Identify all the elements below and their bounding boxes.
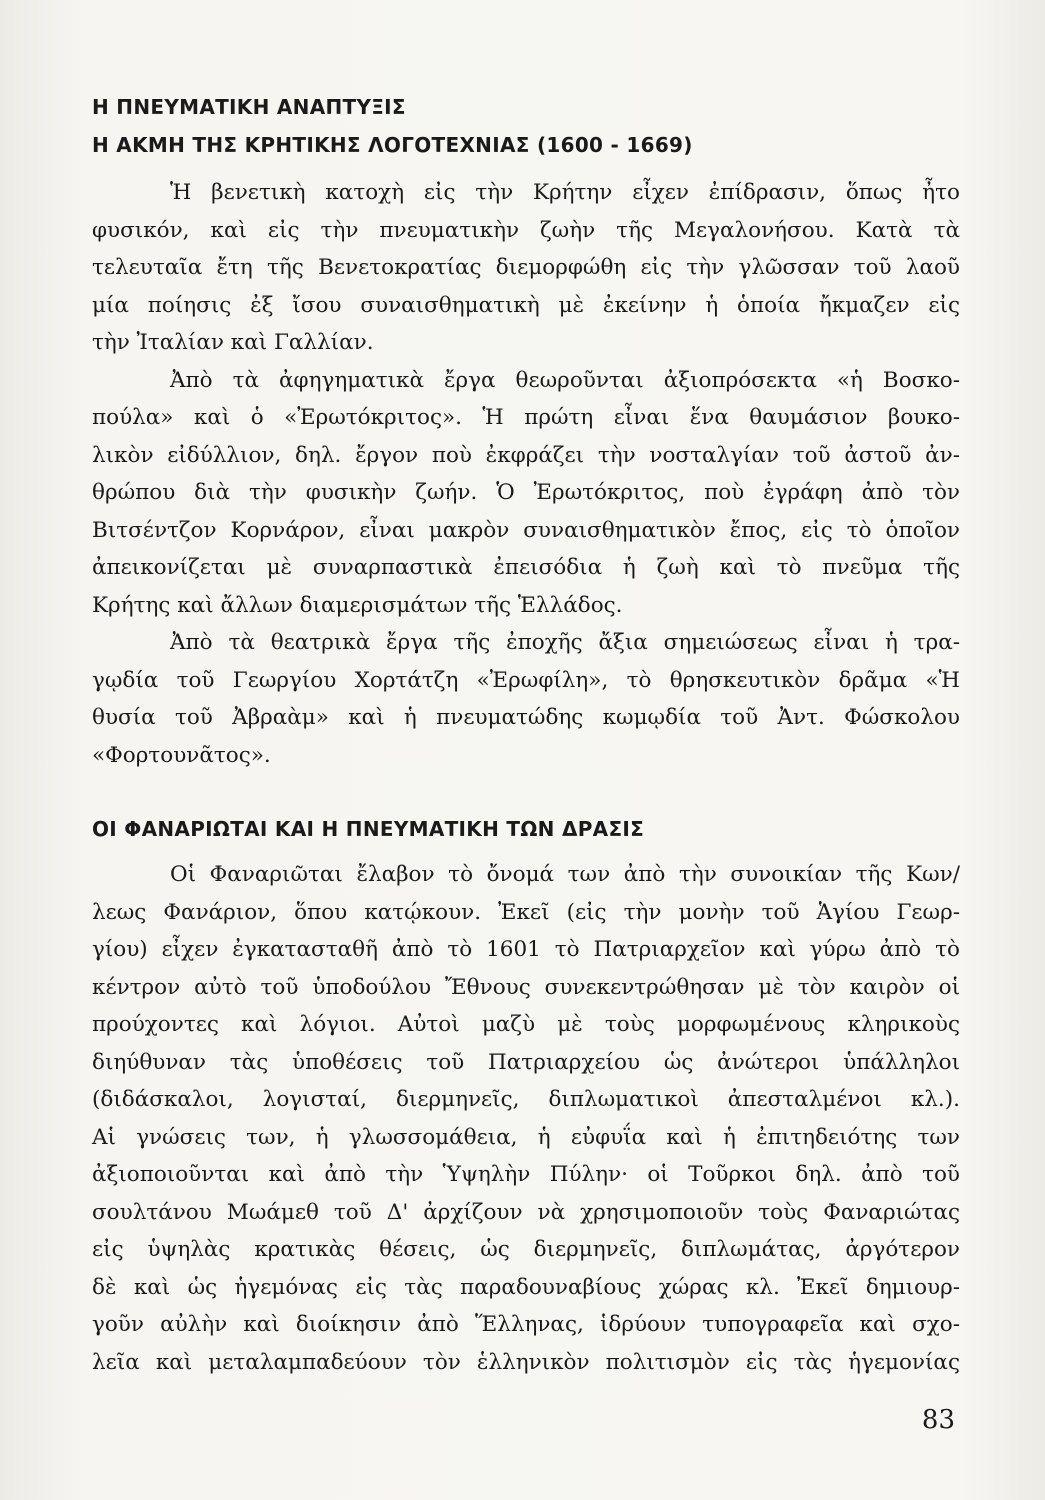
page-number: 83 [921, 1405, 955, 1435]
section-heading-cretan-literature: Η ΑΚΜΗ ΤΗΣ ΚΡΗΤΙΚΗΣ ΛΟΓΟΤΕΧΝΙΑΣ (1600 - 1669) [92, 133, 693, 157]
text-line: Οἱ Φαναριῶται ἔλαβον τὸ ὄνομά των ἀπὸ τὴν συνοικίαν τῆς Κων/ [170, 862, 960, 887]
section-spacer [92, 774, 960, 814]
text-line: ἀπεικονίζεται μὲ συναρπαστικὰ ἐπεισόδια ἡ ζωὴ καὶ τὸ πνεῦμα τῆς [92, 555, 960, 580]
paragraph-narrative-works [92, 362, 960, 625]
text-line: δὲ καὶ ὡς ἡγεμόνας εἰς τὰς παραδουναβίους χώρας κλ. Ἐκεῖ δημιουρ- [92, 1274, 960, 1300]
text-line: Κρήτης καὶ ἄλλων διαμερισμάτων τῆς Ἑλλάδος. [92, 592, 623, 618]
text-line: θρώπου διὰ τὴν φυσικὴν ζωήν. Ὁ Ἐρωτόκριτος, ποὺ ἐγράφη ἀπὸ τὸν [92, 480, 960, 505]
text-line: διηύθυναν τὰς ὑποθέσεις τοῦ Πατριαρχείου ὡς ἀνώτεροι ὑπάλληλοι [92, 1049, 960, 1075]
text-line: λεως Φανάριον, ὅπου κατῴκουν. Ἐκεῖ (εἰς τὴν μονὴν τοῦ Ἁγίου Γεωρ- [92, 899, 960, 925]
text-line: ἀξιοποιοῦνται καὶ ἀπὸ τὴν Ὑψηλὴν Πύλην· οἱ Τοῦρκοι δηλ. ἀπὸ τοῦ [92, 1162, 960, 1187]
text-line: προύχοντες καὶ λόγιοι. Αὐτοὶ μαζὺ μὲ τοὺς μορφωμένους κληρικοὺς [92, 1012, 960, 1037]
text-line: (διδάσκαλοι, λογισταί, διερμηνεῖς, διπλωματικοὶ ἀπεσταλμένοι κλ.). [92, 1087, 960, 1112]
text-line: θυσία τοῦ Ἀβραὰμ» καὶ ἡ πνευματώδης κωμῳδία τοῦ Ἀντ. Φώσκολου [92, 705, 960, 730]
paragraph-phanariotes [92, 856, 960, 1381]
text-line: μία ποίησις ἐξ ἴσου συναισθηματικὴ μὲ ἐκείνην ἡ ὁποία ἤκμαζεν εἰς [92, 292, 960, 318]
text-line: λεῖα καὶ μεταλαμπαδεύουν τὸν ἑλληνικὸν πολιτισμὸν εἰς τὰς ἡγεμονίας [92, 1349, 960, 1375]
text-line: κέντρον αὐτὸ τοῦ ὑποδούλου Ἔθνους συνεκεντρώθησαν μὲ τὸν καιρὸν οἱ [92, 974, 960, 1000]
text-line: γίου) εἶχεν ἐγκατασταθῆ ἀπὸ τὸ 1601 τὸ Πατριαρχεῖον καὶ γύρω ἀπὸ τὸ [92, 937, 960, 962]
text-line: σουλτάνου Μωάμεθ τοῦ Δ' ἀρχίζουν νὰ χρησιμοποιοῦν τοὺς Φαναριώτας [92, 1199, 960, 1225]
section-heading-spiritual-development: Η ΠΝΕΥΜΑΤΙΚΗ ΑΝΑΠΤΥΞΙΣ [92, 95, 406, 119]
text-line: Αἱ γνώσεις των, ἡ γλωσσομάθεια, ἡ εὐφυΐα καὶ ἡ ἐπιτηδειότης των [92, 1124, 960, 1150]
text-line: εἰς ὑψηλὰς κρατικὰς θέσεις, ὡς διερμηνεῖς, διπλωμάτας, ἀργότερον [92, 1237, 960, 1262]
text-line: τὴν Ἰταλίαν καὶ Γαλλίαν. [92, 330, 374, 355]
text-line: Βιτσέντζον Κορνάρον, εἶναι μακρὸν συναισθηματικὸν ἔπος, εἰς τὸ ὁποῖον [92, 517, 960, 543]
text-line: λικὸν εἰδύλλιον, δηλ. ἔργον ποὺ ἐκφράζει τὴν νοσταλγίαν τοῦ ἀστοῦ ἀν- [92, 442, 960, 468]
text-line: φυσικόν, καὶ εἰς τὴν πνευματικὴν ζωὴν τῆς Μεγαλονήσου. Κατὰ τὰ [92, 217, 960, 243]
text-line: Ἀπὸ τὰ ἀφηγηματικὰ ἔργα θεωροῦνται ἀξιοπρόσεκτα «ἡ Βοσκο- [170, 367, 960, 393]
text-line: Ἡ βενετικὴ κατοχὴ εἰς τὴν Κρήτην εἶχεν ἐπίδρασιν, ὅπως ἦτο [170, 180, 960, 205]
text-line: τελευταῖα ἔτη τῆς Βενετοκρατίας διεμορφώθη εἰς τὴν γλῶσσαν τοῦ λαοῦ [92, 255, 960, 280]
paragraph-cretan-venetian-influence [92, 174, 960, 362]
paragraph-theatrical-works [92, 624, 960, 774]
text-line: Ἀπὸ τὰ θεατρικὰ ἔργα τῆς ἐποχῆς ἄξια σημειώσεως εἶναι ἡ τρα- [170, 630, 960, 655]
text-line: γοῦν αὐλὴν καὶ διοίκησιν ἀπὸ Ἕλληνας, ἱδρύουν τυπογραφεῖα καὶ σχο- [92, 1312, 960, 1337]
text-line: «Φορτουνᾶτος». [92, 742, 271, 768]
page-content [92, 92, 960, 1381]
text-line: γῳδία τοῦ Γεωργίου Χορτάτζη «Ἐρωφίλη», τὸ θρησκευτικὸν δρᾶμα «Ἡ [92, 667, 960, 693]
text-line: πούλα» καὶ ὁ «Ἐρωτόκριτος». Ἡ πρώτη εἶναι ἕνα θαυμάσιον βουκο- [92, 405, 960, 430]
section-heading-phanariotes: ΟΙ ΦΑΝΑΡΙΩΤΑΙ ΚΑΙ Η ΠΝΕΥΜΑΤΙΚΗ ΤΩΝ ΔΡΑΣΙΣ [92, 817, 645, 841]
